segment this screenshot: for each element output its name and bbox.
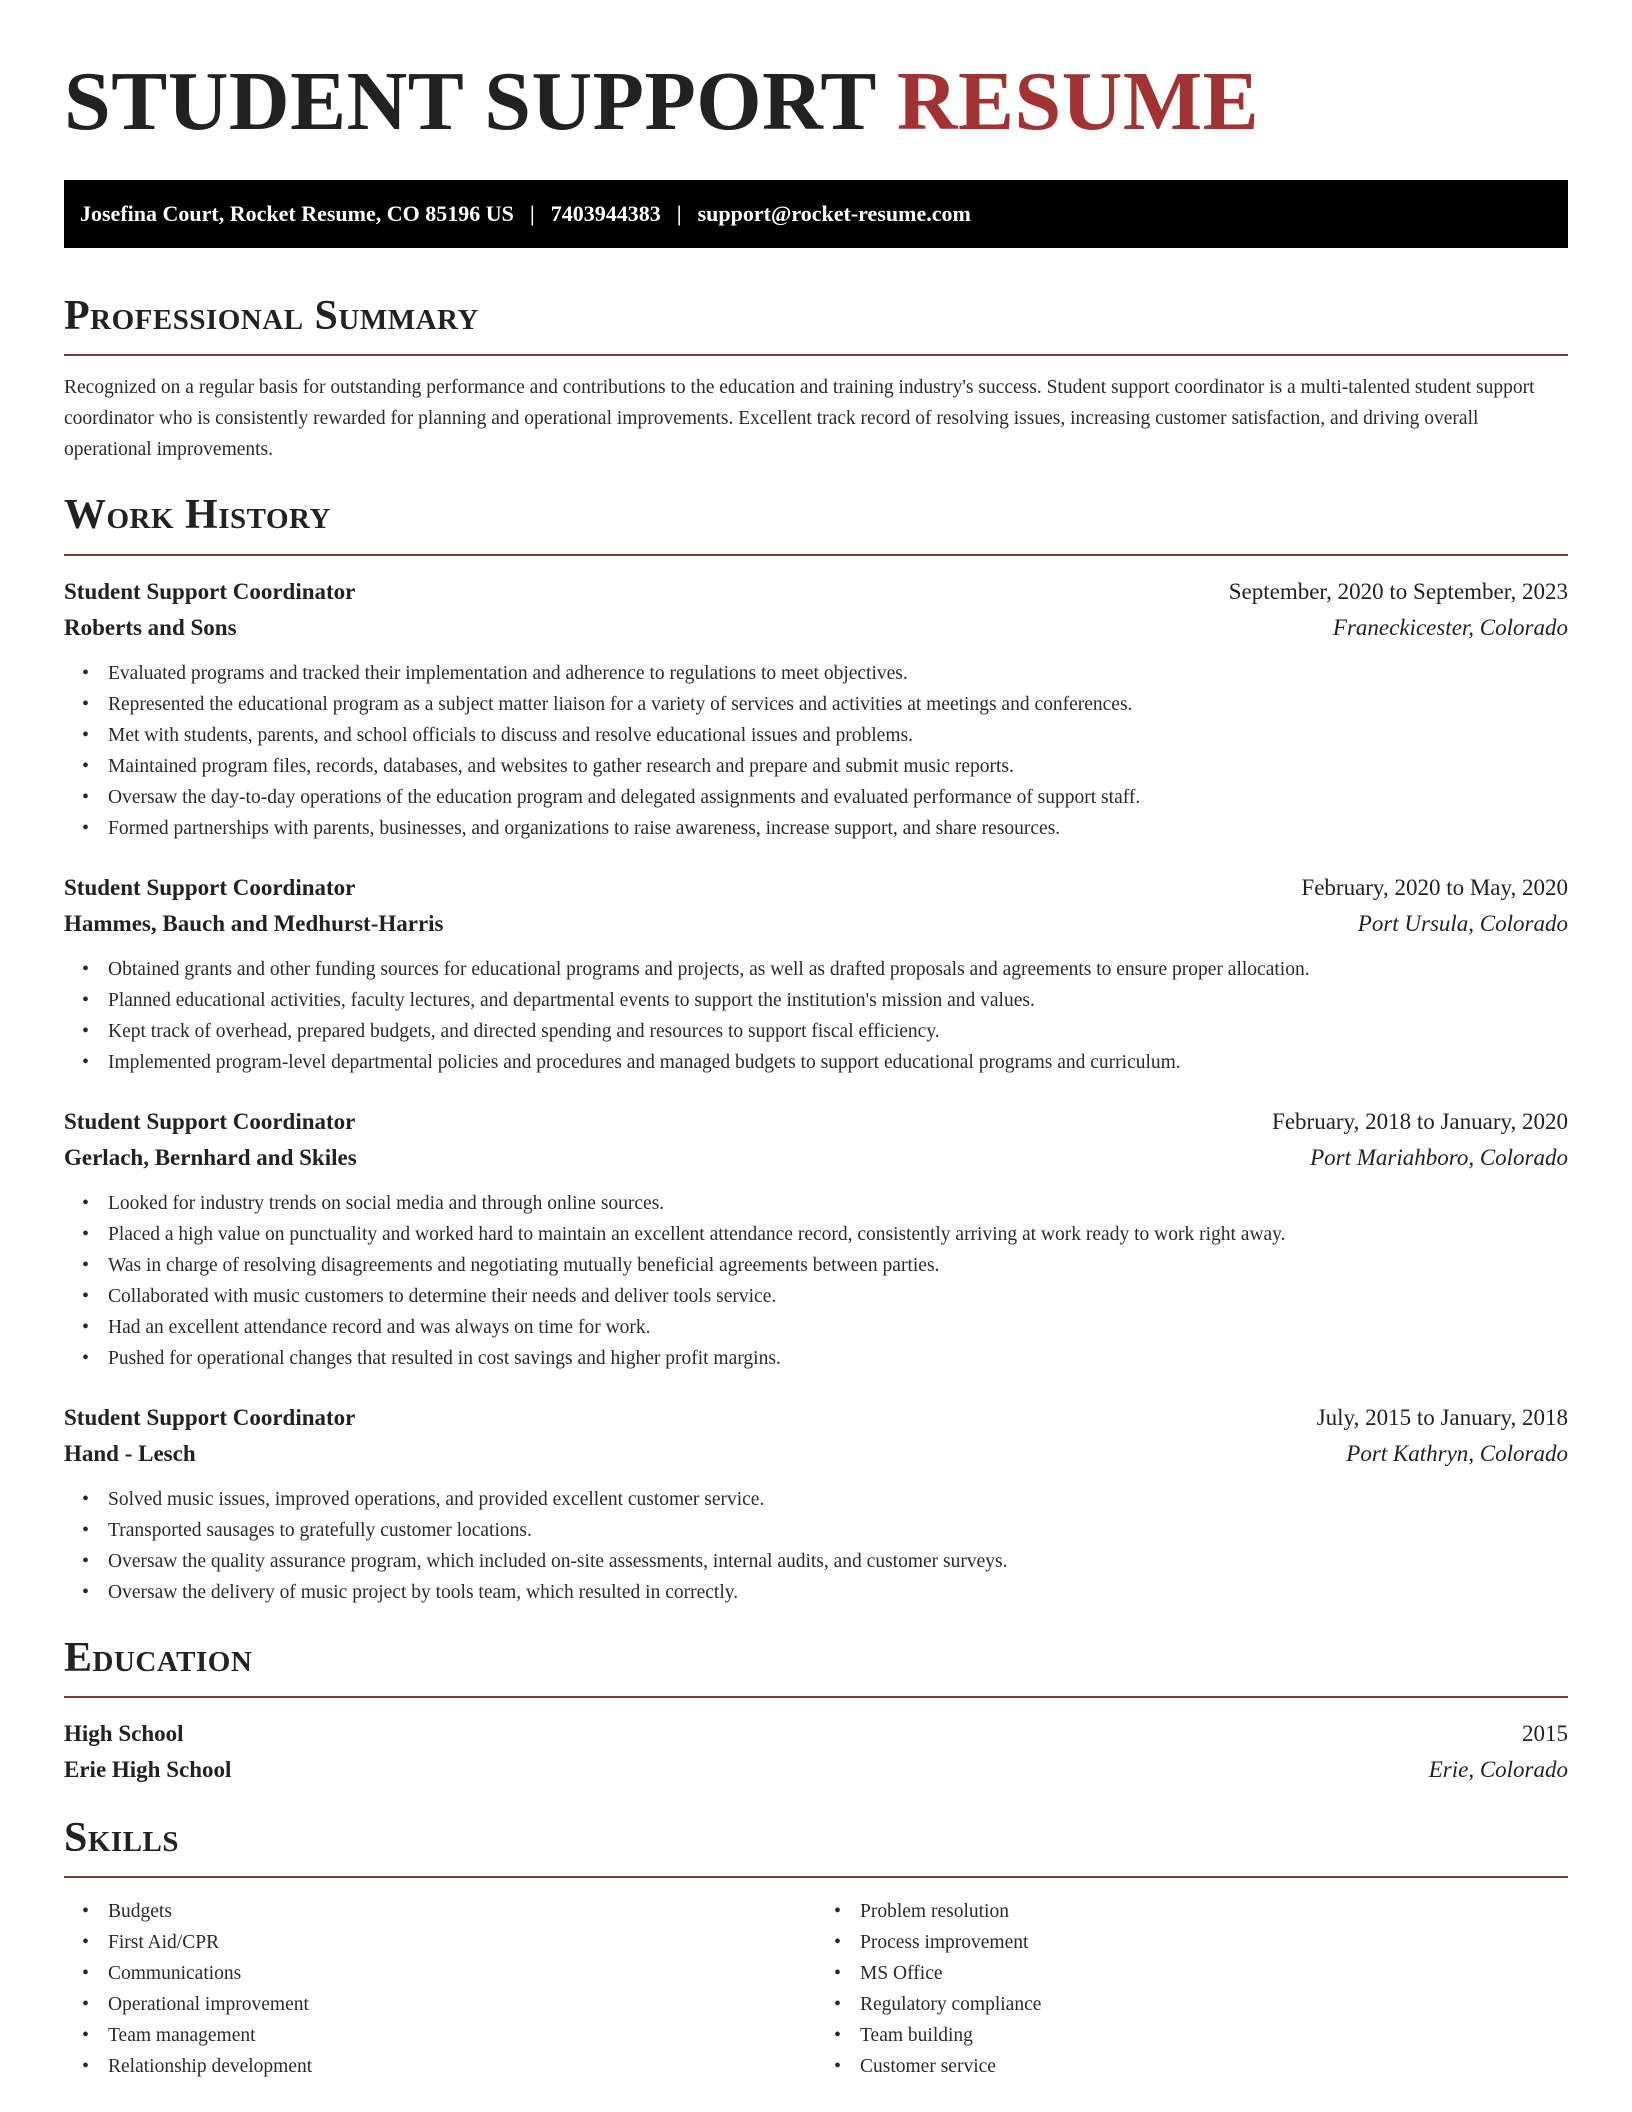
education-year: 2015 — [1522, 1720, 1568, 1746]
job-bullet: • Transported sausages to gratefully customer locations. — [108, 1515, 1568, 1546]
job-bullet: • Maintained program files, records, databases, and websites to gather research and prepare and submit music reports. — [108, 751, 1568, 782]
contact-separator: | — [529, 201, 535, 226]
job-list — [64, 574, 1568, 1608]
section-divider — [64, 554, 1568, 556]
section-divider — [64, 1696, 1568, 1698]
education-entry — [64, 1716, 1568, 1788]
job-bullet-list — [64, 1484, 1568, 1608]
job-entry — [64, 1400, 1568, 1608]
section-heading-summary: Professional Summary — [64, 293, 479, 339]
job-company: Hand - Lesch — [64, 1440, 196, 1466]
contact-bar — [64, 180, 1568, 248]
job-bullet: • Oversaw the quality assurance program, which included on-site assessments, internal audits, and customer surveys. — [108, 1546, 1568, 1577]
skills-column-right — [816, 1896, 1568, 2082]
skill-item: • Relationship development — [108, 2051, 816, 2082]
education-school: Erie High School — [64, 1756, 232, 1782]
job-entry — [64, 1104, 1568, 1374]
title-main: STUDENT SUPPORT — [64, 55, 876, 148]
job-bullet: • Implemented program-level departmental policies and procedures and managed budgets to support educational programs and curriculum. — [108, 1047, 1568, 1078]
job-row-2 — [64, 1436, 1568, 1472]
job-title: Student Support Coordinator — [64, 578, 356, 604]
job-bullet: • Looked for industry trends on social media and through online sources. — [108, 1188, 1568, 1219]
skill-item: • Operational improvement — [108, 1989, 816, 2020]
job-bullet: • Was in charge of resolving disagreements and negotiating mutually beneficial agreements between parties. — [108, 1250, 1568, 1281]
job-row-1 — [64, 870, 1568, 906]
job-bullet-list — [64, 954, 1568, 1078]
section-heading-education: Education — [64, 1634, 253, 1681]
education-row-1 — [64, 1716, 1568, 1752]
job-bullet-list — [64, 658, 1568, 844]
summary-text: Recognized on a regular basis for outstanding performance and contributions to the education and training industry's success. Student support coordinator is a multi-talented student support coordinator who is consistently rewarded for planning and operational improvements. Excellent track record of resolving issues, increasing customer satisfaction, and driving overall operational improvements. — [64, 377, 1535, 461]
job-row-2 — [64, 1140, 1568, 1176]
job-location: Port Mariahboro, Colorado — [1310, 1144, 1568, 1170]
job-company: Roberts and Sons — [64, 614, 237, 640]
skill-item: • Regulatory compliance — [860, 1989, 1568, 2020]
skill-item: • Problem resolution — [860, 1896, 1568, 1927]
job-title: Student Support Coordinator — [64, 874, 356, 900]
skills-section — [64, 1814, 1568, 2082]
job-row-2 — [64, 906, 1568, 942]
section-divider — [64, 1876, 1568, 1878]
skill-item: • Process improvement — [860, 1927, 1568, 1958]
section-heading-skills: Skills — [64, 1814, 180, 1861]
skill-item: • Budgets — [108, 1896, 816, 1927]
contact-separator: | — [676, 201, 682, 226]
job-company: Hammes, Bauch and Medhurst-Harris — [64, 910, 444, 936]
job-bullet: • Solved music issues, improved operations, and provided excellent customer service. — [108, 1484, 1568, 1515]
job-entry — [64, 870, 1568, 1078]
job-location: Port Ursula, Colorado — [1357, 910, 1568, 936]
skills-list-left — [64, 1896, 816, 2082]
job-location: Port Kathryn, Colorado — [1346, 1440, 1568, 1466]
job-bullet: • Placed a high value on punctuality and worked hard to maintain an excellent attendance record, consistently arriving at work ready to work right away. — [108, 1219, 1568, 1250]
job-dates: February, 2018 to January, 2020 — [1272, 1108, 1568, 1134]
job-entry — [64, 574, 1568, 844]
job-row-1 — [64, 1400, 1568, 1436]
education-row-2 — [64, 1752, 1568, 1788]
job-title: Student Support Coordinator — [64, 1108, 356, 1134]
work-history-section — [64, 491, 1568, 1607]
job-dates: September, 2020 to September, 2023 — [1228, 578, 1568, 604]
job-bullet: • Formed partnerships with parents, businesses, and organizations to raise awareness, increase support, and share resources. — [108, 813, 1568, 844]
job-bullet: • Collaborated with music customers to determine their needs and deliver tools service. — [108, 1281, 1568, 1312]
job-bullet: • Kept track of overhead, prepared budgets, and directed spending and resources to support fiscal efficiency. — [108, 1016, 1568, 1047]
job-row-2 — [64, 610, 1568, 646]
job-bullet: • Met with students, parents, and school officials to discuss and resolve educational issues and problems. — [108, 720, 1568, 751]
job-bullet-list — [64, 1188, 1568, 1374]
job-dates: February, 2020 to May, 2020 — [1301, 874, 1568, 900]
job-bullet: • Oversaw the day-to-day operations of the education program and delegated assignments and evaluated performance of support staff. — [108, 782, 1568, 813]
education-location: Erie, Colorado — [1428, 1756, 1568, 1782]
title-accent: RESUME — [896, 55, 1260, 148]
job-bullet: • Planned educational activities, faculty lectures, and departmental events to support the institution's mission and values. — [108, 985, 1568, 1016]
education-section — [64, 1634, 1568, 1788]
job-company: Gerlach, Bernhard and Skiles — [64, 1144, 357, 1170]
section-heading-work-history: Work History — [64, 492, 331, 539]
job-bullet: • Oversaw the delivery of music project by tools team, which resulted in correctly. — [108, 1577, 1568, 1608]
job-bullet: • Evaluated programs and tracked their implementation and adherence to regulations to meet objectives. — [108, 658, 1568, 689]
job-row-1 — [64, 574, 1568, 610]
resume-title — [64, 55, 1568, 148]
education-degree: High School — [64, 1720, 184, 1746]
job-bullet: • Represented the educational program as a subject matter liaison for a variety of services and activities at meetings and conferences. — [108, 689, 1568, 720]
job-bullet: • Obtained grants and other funding sources for educational programs and projects, as well as drafted proposals and agreements to ensure proper allocation. — [108, 954, 1568, 985]
job-bullet: • Had an excellent attendance record and was always on time for work. — [108, 1312, 1568, 1343]
job-row-1 — [64, 1104, 1568, 1140]
section-divider — [64, 354, 1568, 356]
job-location: Franeckicester, Colorado — [1332, 614, 1568, 640]
job-dates: July, 2015 to January, 2018 — [1316, 1404, 1568, 1430]
skill-item: • Team building — [860, 2020, 1568, 2051]
skill-item: • Communications — [108, 1958, 816, 1989]
skill-item: • Customer service — [860, 2051, 1568, 2082]
skill-item: • Team management — [108, 2020, 816, 2051]
summary-section — [64, 292, 1568, 465]
contact-address: Josefina Court, Rocket Resume, CO 85196 US — [80, 201, 514, 226]
skills-list-right — [816, 1896, 1568, 2082]
contact-phone: 7403944383 — [550, 201, 661, 226]
skill-item: • First Aid/CPR — [108, 1927, 816, 1958]
skill-item: • MS Office — [860, 1958, 1568, 1989]
skills-grid — [64, 1896, 1568, 2082]
job-title: Student Support Coordinator — [64, 1404, 356, 1430]
job-bullet: • Pushed for operational changes that resulted in cost savings and higher profit margins. — [108, 1343, 1568, 1374]
skills-column-left — [64, 1896, 816, 2082]
contact-email: support@rocket-resume.com — [697, 201, 971, 226]
